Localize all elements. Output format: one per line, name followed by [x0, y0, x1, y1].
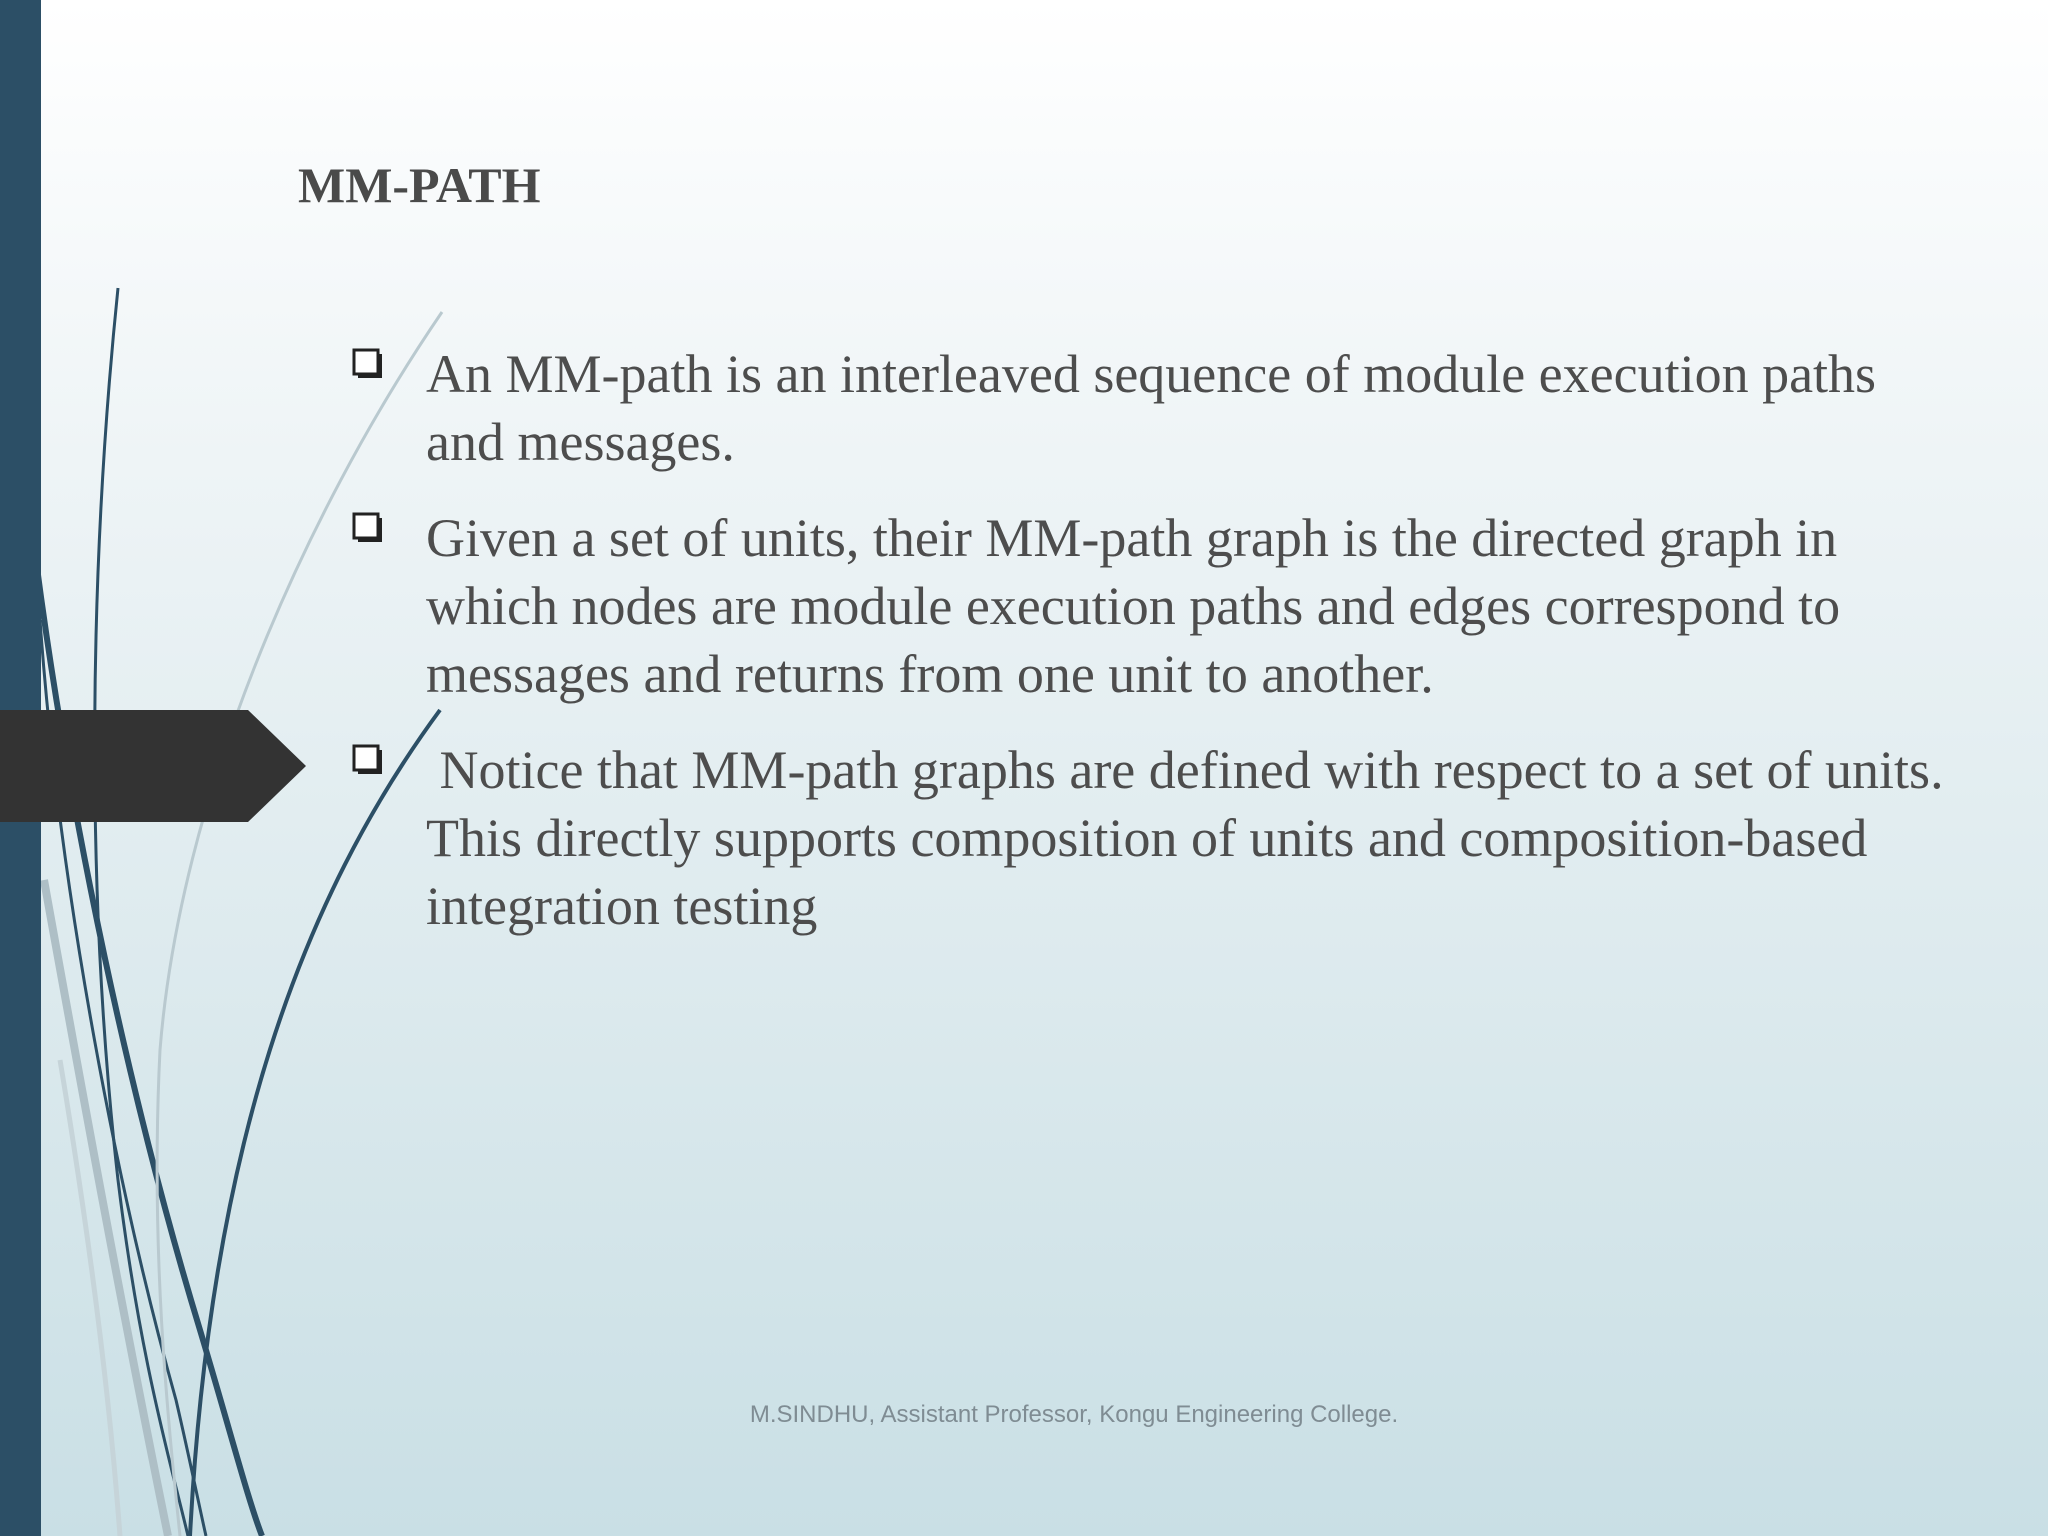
arrow-tab: [0, 710, 306, 822]
bullet-text: Given a set of units, their MM-path graph is the directed graph in which nodes are module execution paths and edges correspond to messages and returns from one unit to another.: [426, 508, 1841, 704]
bullet-item: [352, 340, 1952, 476]
bullet-text: Notice that MM-path graphs are defined with respect to a set of units. This directly supports composition of units and composition-based integration testing: [426, 740, 1957, 936]
checkbox-bullet-icon: [352, 512, 384, 544]
bullet-item: [352, 736, 1957, 940]
bullet-text: An MM-path is an interleaved sequence of module execution paths and messages.: [426, 344, 1877, 472]
checkbox-bullet-icon: [352, 348, 384, 380]
checkbox-bullet-icon: [352, 744, 384, 776]
slide-title: MM-PATH: [298, 157, 541, 213]
bullet-list: [352, 340, 1957, 968]
bullet-item: [352, 504, 1952, 708]
slide-footer: M.SINDHU, Assistant Professor, Kongu Engineering College.: [749, 1401, 1399, 1428]
